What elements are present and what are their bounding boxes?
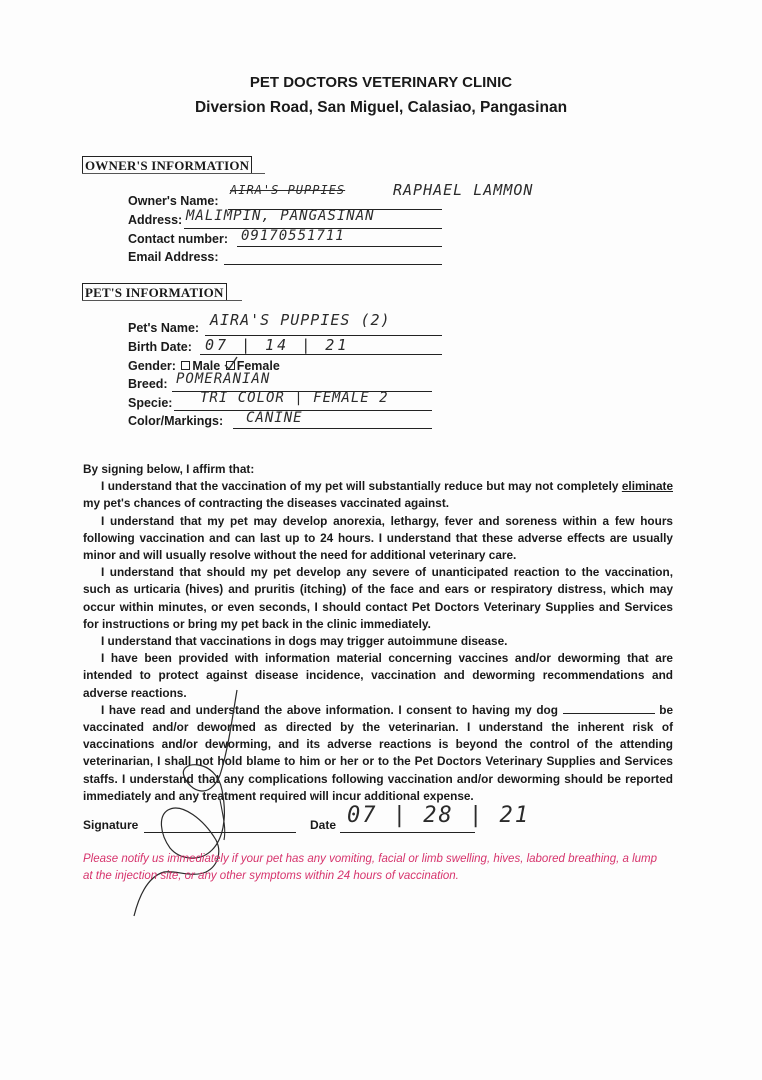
signature-label: Signature xyxy=(83,818,139,832)
underlined-word: eliminate xyxy=(621,479,673,494)
clinic-name: PET DOCTORS VETERINARY CLINIC xyxy=(249,74,513,91)
owner-name-label: Owner's Name: xyxy=(128,194,219,208)
gender-label: Gender: xyxy=(128,359,176,373)
consent-paragraph: I understand that should my pet develop any severe of unanticipated reaction to the vaccination, such as urticaria (hives) and pruritis (itching) of the face and ears or respiratory distress, which may occur within minutes, or even seconds, I should contact Pet Doctors Veterinary Supplies and Services for instructions or bring my pet back in the clinic immediately. xyxy=(83,565,673,631)
color-markings-value: CANINE xyxy=(246,410,303,426)
contact-number-value: 09170551711 xyxy=(241,228,345,244)
aftercare-notice: Please notify us immediately if your pet has any vomiting, facial or limb swelling, hives, labored breathing, a lump at the injection site, or any other symptoms within 24 hours of vaccination. xyxy=(83,853,658,882)
birth-date-value: 07 | 14 | 21 xyxy=(205,336,350,354)
specie-label: Specie: xyxy=(128,396,173,410)
consent-lead: By signing below, I affirm that: xyxy=(83,462,255,476)
consent-text: I understand that the vaccination of my pet will substantially reduce but may not completely xyxy=(101,479,622,494)
email-address-line xyxy=(224,264,442,265)
owner-name-crossed-out: AIRA'S PUPPIES xyxy=(230,183,346,197)
specie-line xyxy=(174,410,432,411)
gender-male-checkbox[interactable] xyxy=(181,361,190,370)
contact-number-line xyxy=(237,246,442,247)
breed-label: Breed: xyxy=(128,377,168,391)
pet-name-value: AIRA'S PUPPIES (2) xyxy=(210,311,391,329)
address-label: Address: xyxy=(128,213,183,227)
check-mark-icon xyxy=(224,356,238,370)
consent-text: I have read and understand the above information. I consent to having my dog xyxy=(101,702,563,717)
pet-name-label: Pet's Name: xyxy=(128,321,200,335)
specie-value: TRI COLOR | FEMALE 2 xyxy=(200,390,389,406)
consent-text: my pet's chances of contracting the diseases vaccinated against. xyxy=(83,496,450,511)
owner-name-value: RAPHAEL LAMMON xyxy=(393,181,534,199)
color-markings-line xyxy=(233,428,432,429)
gender-male-label: Male xyxy=(192,359,221,373)
email-address-label: Email Address: xyxy=(128,250,219,264)
consent-paragraph: I understand that vaccinations in dogs may trigger autoimmune disease. xyxy=(101,634,508,649)
clinic-address: Diversion Road, San Miguel, Calasiao, Pangasinan xyxy=(194,99,568,116)
date-label: Date xyxy=(310,818,337,832)
gender-female-label: Female xyxy=(236,359,280,373)
gender-female-checkbox[interactable] xyxy=(226,361,235,370)
date-value: 07 | 28 | 21 xyxy=(347,803,530,828)
address-value: MALIMPIN, PANGASINAN xyxy=(186,208,375,224)
section-divider xyxy=(82,173,265,174)
section-divider xyxy=(82,300,242,301)
birth-date-line xyxy=(200,354,442,355)
date-line xyxy=(340,832,475,833)
birth-date-label: Birth Date: xyxy=(128,340,192,354)
contact-number-label: Contact number: xyxy=(128,232,228,246)
consent-paragraph: I have been provided with information material concerning vaccines and/or deworming that are intended to protect against disease incidence, vaccination and deworming recommendations and adverse reactions. xyxy=(83,651,673,700)
consent-text: be vaccinated and/or dewormed as directed by the veterinarian. I understand the inherent risk of vaccinations and/or deworming, and its adverse reactions is beyond the control of the attending veterinarian, I shall not hold blame to him or her or to the Pet Doctors Veterinary Supplies and Services staffs. I understand that any complications following vaccination and/or deworming should be reported immediately and any treatment required will incur additional expense. xyxy=(83,702,674,803)
owner-section-heading: OWNER'S INFORMATION xyxy=(82,156,252,174)
dog-name-blank xyxy=(563,703,655,714)
color-markings-label: Color/Markings: xyxy=(128,414,224,428)
consent-paragraph: I understand that my pet may develop anorexia, lethargy, fever and soreness within a few hours following vaccination and can last up to 24 hours. I understand that these adverse effects are usually minor and will usually resolve without the need for additional veterinary care. xyxy=(83,513,673,563)
consent-paragraph xyxy=(83,478,673,512)
breed-value: POMERANIAN xyxy=(176,371,271,387)
pet-section-heading: PET'S INFORMATION xyxy=(82,283,227,301)
